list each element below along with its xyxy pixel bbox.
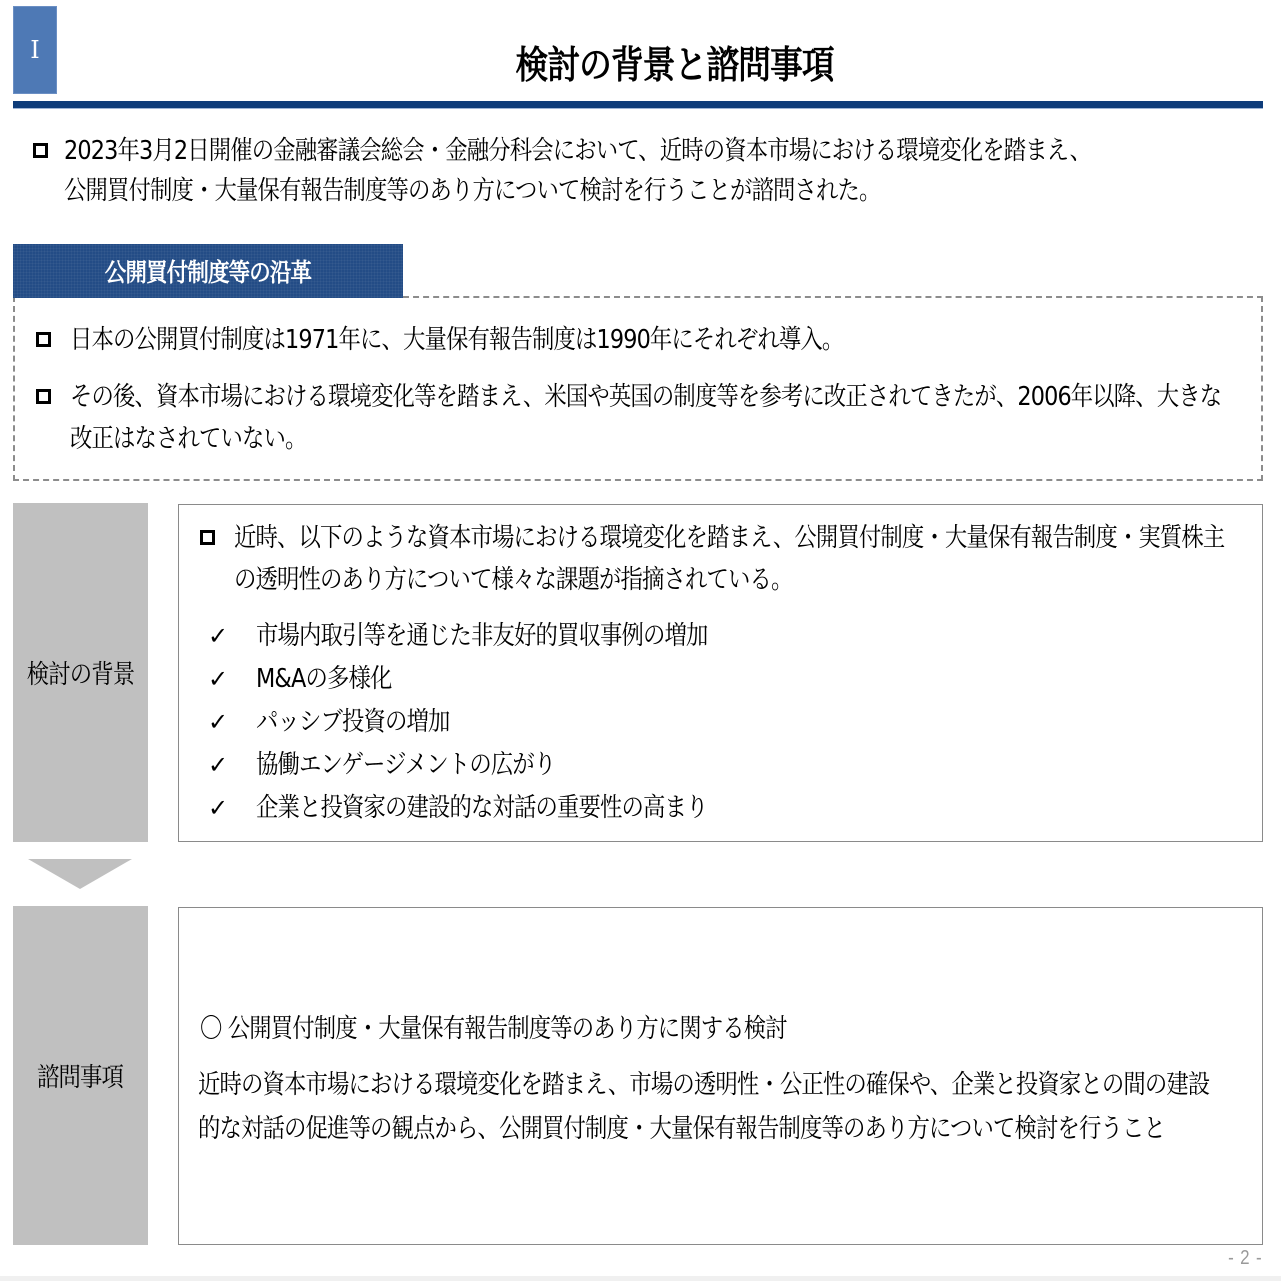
check-icon: ✓ [208,751,229,779]
title-divider [13,101,1263,109]
chapter-number: Ⅰ [30,36,40,64]
square-bullet-icon [36,332,51,347]
background-lead-text: の透明性のあり方について様々な課題が指摘されている。 [234,565,793,595]
square-bullet-icon [36,389,51,404]
check-icon: ✓ [208,665,229,693]
intro-text-line: 2023年3月2日開催の金融審議会総会・金融分科会において、近時の資本市場における環境変化を踏まえ、 [64,136,1092,166]
check-icon: ✓ [208,794,229,822]
intro-text-line: 公開買付制度・大量保有報告制度等のあり方について検討を行うことが諮問された。 [64,176,881,206]
history-section-header [13,244,403,298]
history-item-text: その後、資本市場における環境変化等を踏まえ、米国や英国の制度等を参考に改正されてきたが、2006年以降、大きな [70,382,1222,412]
background-lead-text: 近時、以下のような資本市場における環境変化を踏まえ、公開買付制度・大量保有報告制度・実質株主 [234,523,1225,553]
checklist-item: M&Aの多様化 [256,664,392,694]
background-label-text: 検討の背景 [26,660,135,690]
chapter-number-badge [13,6,57,94]
down-arrow-icon [28,859,132,889]
footer-strip [0,1276,1281,1281]
inquiry-body-text: 的な対話の促進等の観点から、公開買付制度・大量保有報告制度等のあり方について検討を行うこと [198,1114,1166,1144]
inquiry-title: 〇 公開買付制度・大量保有報告制度等のあり方に関する検討 [200,1014,787,1044]
history-item-text: 改正はなされていない。 [70,424,307,454]
checklist-item: 企業と投資家の建設的な対話の重要性の高まり [256,793,708,823]
background-label [13,503,148,842]
history-section-title: 公開買付制度等の沿革 [104,258,312,287]
square-bullet-icon [200,530,215,545]
check-icon: ✓ [208,708,229,736]
checklist-item: 協働エンゲージメントの広がり [256,750,556,780]
inquiry-label-text: 諮問事項 [37,1063,124,1093]
checklist-item: 市場内取引等を通じた非友好的買収事例の増加 [256,621,708,651]
inquiry-label [13,906,148,1245]
page-number: - 2 - [1228,1247,1263,1269]
history-box-top-border [403,296,1263,298]
page-title: 検討の背景と諮問事項 [515,43,834,87]
checklist-item: パッシブ投資の増加 [256,707,450,737]
check-icon: ✓ [208,622,229,650]
square-bullet-icon [33,143,48,158]
history-item-text: 日本の公開買付制度は1971年に、大量保有報告制度は1990年にそれぞれ導入。 [70,325,844,355]
inquiry-body-text: 近時の資本市場における環境変化を踏まえ、市場の透明性・公正性の確保や、企業と投資家との間の建設 [198,1070,1210,1100]
